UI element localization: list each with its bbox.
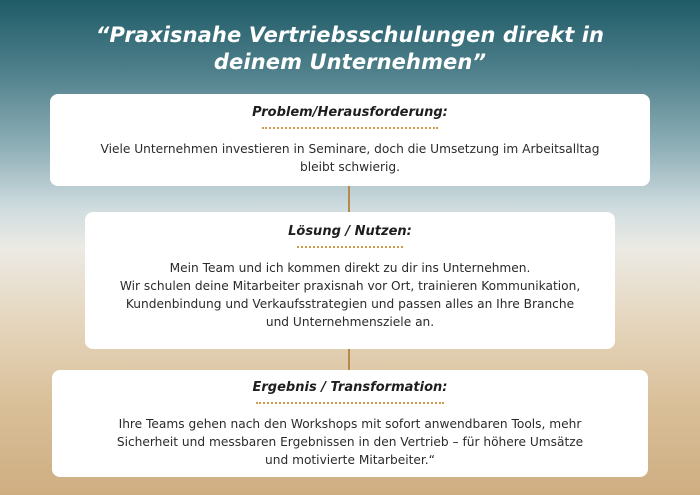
card-problem-line-2: bleibt schwierig. (299, 160, 401, 174)
card-result-line-2: Sicherheit und messbaren Ergebnissen in den Vertrieb – für höhere Umsätze (116, 435, 584, 449)
headline-line-2: deinem Unternehmen” (213, 50, 487, 74)
card-solution (85, 212, 615, 349)
card-result-line-3: und motivierte Mitarbeiter.“ (265, 453, 435, 467)
card-solution-line-2: Wir schulen deine Mitarbeiter praxisnah vor Ort, trainieren Kommunikation, (119, 279, 581, 293)
card-result (52, 370, 648, 477)
card-problem-body (50, 140, 650, 176)
connector-line-2 (348, 349, 350, 370)
card-result-line-1: Ihre Teams gehen nach den Workshops mit sofort anwendbaren Tools, mehr (118, 417, 582, 431)
card-solution-line-1: Mein Team und ich kommen direkt zu dir ins Unternehmen. (169, 261, 531, 275)
dotted-divider (256, 402, 444, 404)
card-result-title: Ergebnis / Transformation: (252, 380, 448, 395)
connector-line-1 (348, 186, 350, 212)
card-result-body (52, 415, 648, 469)
card-solution-line-3: Kundenbindung und Verkaufsstrategien und passen alles an Ihre Branche (125, 297, 575, 311)
card-solution-body (85, 259, 615, 331)
card-problem-title: Problem/Herausforderung: (252, 105, 448, 120)
dotted-divider (297, 246, 403, 248)
headline-line-1: “Praxisnahe Vertriebsschulungen direkt in (95, 23, 605, 47)
card-problem-line-1: Viele Unternehmen investieren in Seminare, doch die Umsetzung im Arbeitsalltag (100, 142, 600, 156)
headline (0, 22, 700, 76)
card-solution-line-4: und Unternehmensziele an. (265, 315, 435, 329)
card-problem (50, 94, 650, 186)
dotted-divider (262, 127, 438, 129)
card-solution-title: Lösung / Nutzen: (288, 224, 412, 239)
